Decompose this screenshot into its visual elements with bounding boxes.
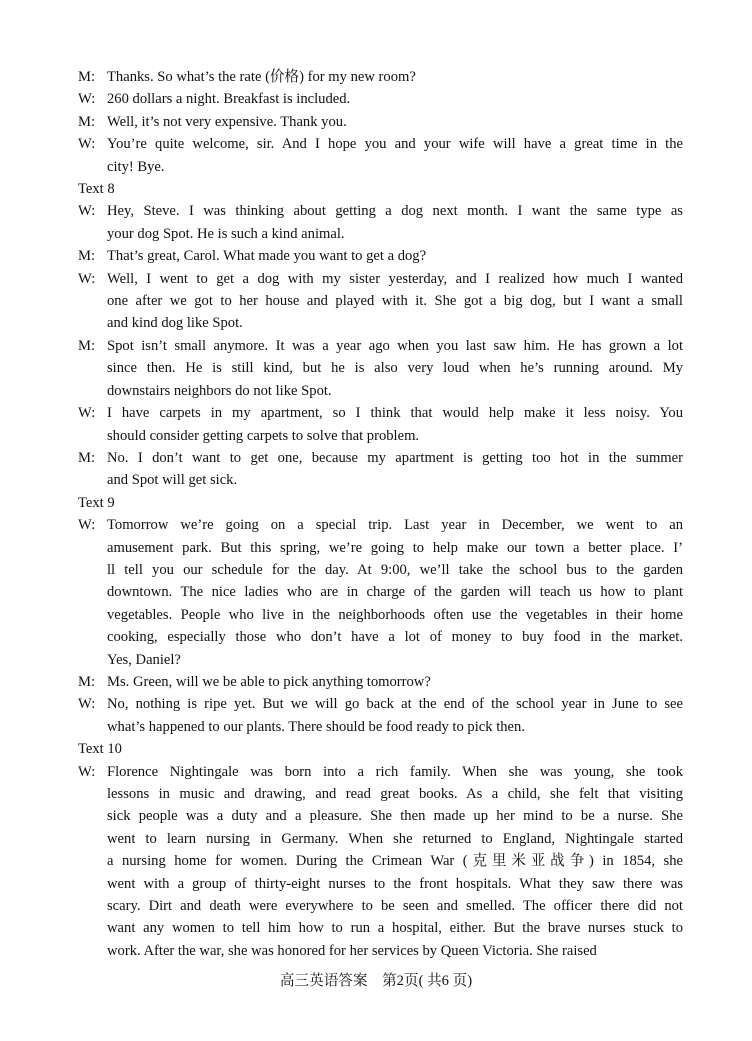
page-footer: 高三英语答案 第2页( 共6 页) <box>279 973 473 989</box>
transcript-line <box>78 133 683 155</box>
line-text: lessons in music and drawing, and read great books. As a child, she felt that visiting <box>107 786 683 802</box>
transcript-line <box>78 783 683 805</box>
line-text: since then. He is still kind, but he is also very loud when he’s running around. My <box>107 360 683 377</box>
line-text: downtown. The nice ladies who are in charge of the garden will teach us how to plant <box>107 584 683 601</box>
line-text: Tomorrow we’re going on a special trip. Last year in December, we went to an <box>107 517 683 534</box>
transcript-line <box>78 559 683 581</box>
transcript-line <box>78 223 683 245</box>
transcript-line <box>78 312 683 334</box>
speaker-label: M: <box>78 449 96 466</box>
line-text: cooking, especially those who don’t have a lot of money to buy food in the market. <box>107 629 683 646</box>
speaker-label: W: <box>78 517 96 534</box>
dialogue-turn <box>78 693 683 738</box>
line-text: Florence Nightingale was born into a rich family. When she was young, she took <box>107 763 683 780</box>
line-text: and Spot will get sick. <box>107 472 238 489</box>
transcript-line <box>78 514 683 536</box>
line-text: Thanks. So what’s the rate (价格) for my new room? <box>107 69 416 85</box>
transcript-line <box>78 693 683 715</box>
line-text: You’re quite welcome, sir. And I hope you and your wife will have a great time in the <box>107 136 683 153</box>
line-text: work. After the war, she was honored for her services by Queen Victoria. She raised <box>107 942 597 959</box>
line-text: went with a group of thirty-eight nurses to the front hospitals. What they saw there was <box>107 875 683 892</box>
transcript-line <box>78 895 683 917</box>
dialogue-turn <box>78 268 683 335</box>
line-text: Spot isn’t small anymore. It was a year ago when you last saw him. He has grown a lot <box>107 337 683 354</box>
transcript-line <box>78 402 683 424</box>
transcript-line <box>78 357 683 379</box>
dialogue-turn <box>78 761 683 963</box>
transcript-line <box>78 447 683 469</box>
line-text: amusement park. But this spring, we’re going to help make our town a better place. I’ <box>107 539 683 556</box>
line-text: one after we got to her house and played with it. She got a big dog, but I want a small <box>107 293 683 310</box>
speaker-label: W: <box>78 203 96 220</box>
transcript-line <box>78 268 683 290</box>
transcript-line <box>78 604 683 626</box>
transcript-line <box>78 671 683 693</box>
transcript-line <box>78 940 683 962</box>
transcript-line <box>78 716 683 738</box>
dialogue-turn <box>78 671 683 693</box>
transcript-line <box>78 917 683 939</box>
speaker-label: M: <box>78 337 96 354</box>
dialogue-turn <box>78 66 683 88</box>
line-text: scary. Dirt and death were everywhere to be seen and smelled. The officer there did not <box>107 898 683 915</box>
line-text: a nursing home for women. During the Crimean War (克里米亚战争) in 1854, she <box>107 853 683 870</box>
speaker-label: M: <box>78 673 96 690</box>
line-text: went to learn nursing in Germany. When she returned to England, Nightingale started <box>107 830 683 847</box>
dialogue-turn <box>78 335 683 402</box>
line-text: Hey, Steve. I was thinking about getting a dog next month. I want the same type as <box>107 203 683 220</box>
dialogue-turn <box>78 111 683 133</box>
transcript-line <box>78 626 683 648</box>
transcript-line <box>78 425 683 447</box>
line-text: ll tell you our schedule for the day. At 9:00, we’ll take the school bus to the garden <box>107 561 683 578</box>
line-text: and kind dog like Spot. <box>107 315 243 332</box>
line-text: city! Bye. <box>107 158 165 175</box>
line-text: Yes, Daniel? <box>107 651 181 668</box>
line-text: should consider getting carpets to solve that problem. <box>107 427 420 444</box>
line-text: No. I don’t want to get one, because my apartment is getting too hot in the summer <box>107 449 683 466</box>
dialogue-turn <box>78 200 683 245</box>
transcript-line <box>78 245 683 267</box>
speaker-label: W: <box>78 91 96 108</box>
transcript-line <box>78 761 683 783</box>
line-text: downstairs neighbors do not like Spot. <box>107 382 332 399</box>
transcript-line <box>78 335 683 357</box>
line-text: want any women to tell him how to run a hospital, either. But the brave nurses stuck to <box>107 920 683 937</box>
dialogue-turn <box>78 245 683 267</box>
section-heading: Text 9 <box>78 494 115 511</box>
line-text: I have carpets in my apartment, so I think that would help make it less noisy. You <box>107 405 683 422</box>
line-text: what’s happened to our plants. There should be food ready to pick then. <box>107 718 525 735</box>
speaker-label: M: <box>78 69 96 85</box>
transcript-line <box>78 111 683 133</box>
line-text: Ms. Green, will we be able to pick anything tomorrow? <box>107 673 431 690</box>
transcript-line <box>78 649 683 671</box>
transcript-content <box>78 66 683 962</box>
speaker-label: W: <box>78 696 96 713</box>
line-text: That’s great, Carol. What made you want to get a dog? <box>107 248 427 265</box>
transcript-line <box>78 828 683 850</box>
dialogue-turn <box>78 133 683 178</box>
transcript-line <box>78 805 683 827</box>
speaker-label: M: <box>78 113 96 130</box>
speaker-label: W: <box>78 270 96 287</box>
speaker-label: W: <box>78 405 96 422</box>
line-text: sick people was a duty and a pleasure. She then made up her mind to be a nurse. She <box>107 808 683 825</box>
line-text: your dog Spot. He is such a kind animal. <box>107 225 345 242</box>
dialogue-turn <box>78 88 683 110</box>
transcript-line <box>78 469 683 491</box>
dialogue-turn <box>78 402 683 447</box>
speaker-label: W: <box>78 763 96 780</box>
transcript-line <box>78 200 683 222</box>
line-text: 260 dollars a night. Breakfast is included. <box>107 91 351 108</box>
transcript-line <box>78 290 683 312</box>
speaker-label: W: <box>78 136 96 153</box>
transcript-line <box>78 66 683 88</box>
line-text: Well, I went to get a dog with my sister yesterday, and I realized how much I wanted <box>107 270 683 287</box>
section-heading: Text 8 <box>78 181 115 198</box>
transcript-line <box>78 873 683 895</box>
section-heading: Text 10 <box>78 741 122 758</box>
dialogue-turn <box>78 447 683 492</box>
speaker-label: M: <box>78 248 96 265</box>
transcript-line <box>78 156 683 178</box>
transcript-line <box>78 537 683 559</box>
line-text: No, nothing is ripe yet. But we will go back at the end of the school year in June to see <box>107 696 683 713</box>
dialogue-turn <box>78 514 683 671</box>
line-text: Well, it’s not very expensive. Thank you. <box>107 113 347 130</box>
transcript-line <box>78 581 683 603</box>
transcript-line <box>78 380 683 402</box>
line-text: vegetables. People who live in the neighborhoods often use the vegetables in their home <box>107 606 683 623</box>
transcript-line <box>78 850 683 872</box>
transcript-line <box>78 88 683 110</box>
